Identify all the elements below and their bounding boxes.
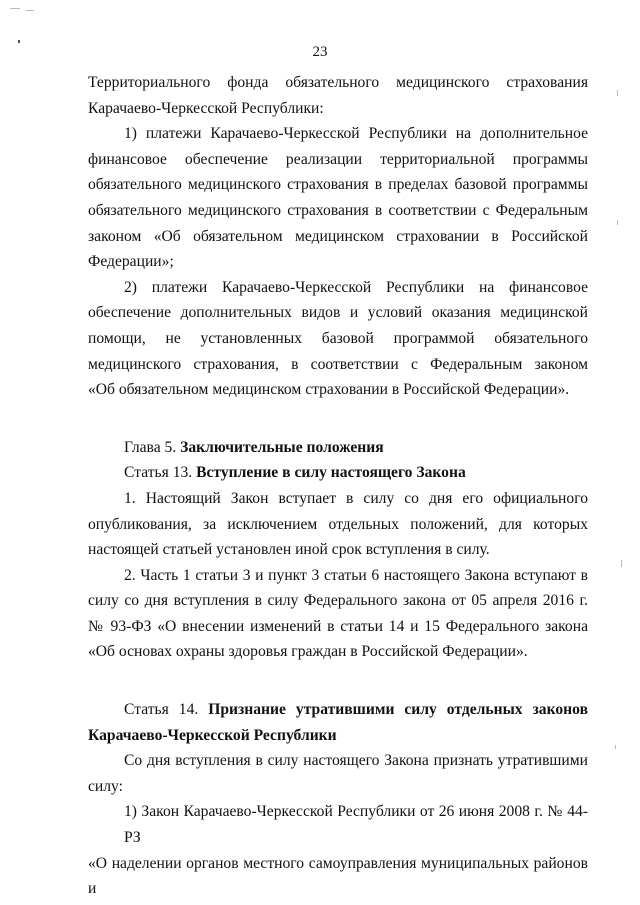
text-line: законом «Об обязательном медицинском страховании в Российской bbox=[88, 227, 588, 245]
text-line: «Об основах охраны здоровья граждан в Российской Федерации». bbox=[88, 643, 528, 661]
article-14-paragraph-1 bbox=[88, 748, 588, 799]
article-prefix: Статья 13. bbox=[124, 464, 197, 482]
text-line: медицинского страхования, в соответствии с Федеральным законом bbox=[88, 355, 588, 373]
text-line: «Об обязательном медицинском страховании в Российской Федерации». bbox=[88, 381, 570, 399]
text-line: помощи, не установленных базовой программой обязательного bbox=[88, 329, 588, 347]
text-line: 2. Часть 1 статьи 3 и пункт 3 статьи 6 настоящего Закона вступают в bbox=[124, 566, 588, 584]
text-line: силу: bbox=[88, 777, 123, 795]
scan-artifact bbox=[615, 745, 616, 749]
text-line: обязательного медицинского страхования в пределах базовой программы bbox=[88, 176, 588, 194]
text-line: № 93-ФЗ «О внесении изменений в статьи 14 и 15 Федерального закона bbox=[88, 617, 588, 635]
text-line: обязательного медицинского страхования в соответствии с Федеральным bbox=[88, 201, 588, 219]
text-line: 1) платежи Карачаево-Черкесской Республики на дополнительное bbox=[124, 125, 588, 143]
page-number: 23 bbox=[312, 44, 328, 60]
scan-artifact bbox=[18, 40, 20, 43]
chapter-title: Заключительные положения bbox=[180, 438, 384, 456]
scan-artifact bbox=[617, 90, 618, 96]
text-line: 1) Закон Карачаево-Черкесской Республики от 26 июня 2008 г. № 44-РЗ bbox=[124, 803, 588, 847]
article-prefix: Статья 14. bbox=[124, 701, 209, 719]
chapter-heading bbox=[88, 435, 588, 461]
text-line: обеспечение дополнительных видов и условий оказания медицинской bbox=[88, 304, 588, 322]
text-line: силу со дня вступления в силу Федерального закона от 05 апреля 2016 г. bbox=[88, 592, 588, 610]
chapter-prefix: Глава 5. bbox=[124, 438, 181, 456]
article-title-line-1: Признание утратившими силу отдельных законов bbox=[208, 701, 588, 719]
article-13-paragraph-2 bbox=[88, 563, 588, 665]
scan-artifact bbox=[26, 10, 34, 11]
text-line: Со дня вступления в силу настоящего Закона признать утратившими bbox=[124, 752, 588, 770]
list-item-1 bbox=[88, 121, 588, 275]
list-item-2 bbox=[88, 275, 588, 403]
article-title: Вступление в силу настоящего Закона bbox=[196, 464, 466, 482]
article-14-item-1 bbox=[88, 799, 588, 901]
text-line: 2) платежи Карачаево-Черкесской Республики на финансовое bbox=[124, 278, 588, 296]
scan-artifact bbox=[621, 560, 622, 567]
text-line: 1. Настоящий Закон вступает в силу со дня его официального bbox=[124, 489, 588, 507]
text-line: настоящей статьей установлен иной срок вступления в силу. bbox=[88, 541, 490, 559]
text-line: опубликования, за исключением отдельных положений, для которых bbox=[88, 515, 588, 533]
article-13-paragraph-1 bbox=[88, 486, 588, 563]
scan-artifact bbox=[10, 8, 20, 9]
article-13-heading bbox=[88, 460, 588, 486]
text-line: Территориального фонда обязательного медицинского страхования bbox=[88, 74, 588, 91]
text-line: Федерации»; bbox=[88, 253, 174, 271]
text-line: Карачаево-Черкесской Республики: bbox=[88, 99, 324, 117]
intro-paragraph bbox=[88, 70, 588, 121]
article-14-heading bbox=[88, 697, 588, 748]
text-line: «О наделении органов местного самоуправления муниципальных районов и bbox=[88, 854, 588, 898]
scan-artifact bbox=[617, 220, 618, 225]
article-title-line-2: Карачаево-Черкесской Республики bbox=[88, 726, 337, 744]
document-body bbox=[88, 70, 588, 902]
text-line: финансовое обеспечение реализации территориальной программы bbox=[88, 150, 588, 168]
